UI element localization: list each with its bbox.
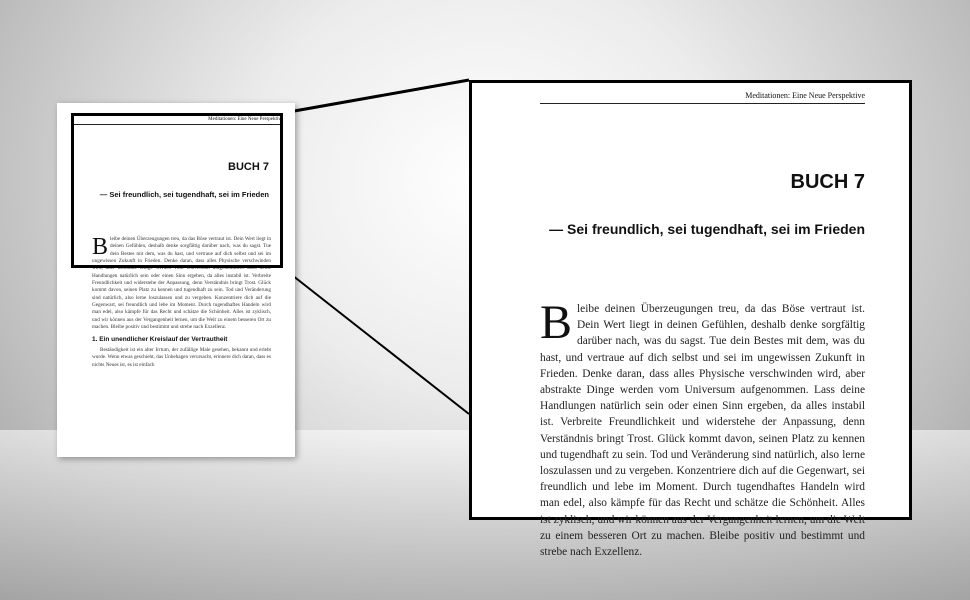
zoom-paragraph-1: leibe deinen Überzeugungen treu, da das Böse vertraut ist. Dein Wert liegt in deinen Gefühlen, deshalb denke sorgfältig darüber nach, was du sagst. Tue dein Bestes mit dem, was du hast, und vertraue auf dich selbst und sei im ungewissen Zukunft in Frieden. Denke daran, dass alles Physische verschwinden wird, aber abstrakte Dinge werden vom Universum aufgenommen. Lass deine Handlungen natürlich sein oder einen Sinn ergeben, da alles instabil ist. Verbreite Freundlichkeit und widerstehe der Anpassung, denn Verständnis bringt Trost. Glück kommt davon, seinen Platz zu kennen und tugendhaft zu sein. Tod und Veränderung sind natürlich, also lerne loszulassen und zu vergeben. Konzentriere dich auf die Gegenwart, sei freundlich und lebe im Moment. Durch tugendhaftes Handeln wird man edel, also kämpfe für das Recht und schätze die Schönheit. Alles ist zyklisch, und wir können aus der Vergangenheit lernen, um die Welt zu einem besseren Ort zu machen. Bleibe positiv und bestimmt und strebe nach Exzellenz. (540, 303, 865, 559)
zoom-chapter-title: BUCH 7 (790, 171, 865, 193)
connector-line-top (283, 80, 469, 113)
zoom-panel (469, 80, 912, 559)
running-header: Meditationen: Eine Neue Perspektive (73, 117, 283, 125)
zoom-drop-cap: B (540, 296, 573, 349)
highlight-box (71, 113, 283, 268)
zoom-chapter-subtitle: — Sei freundlich, sei tugendhaft, sei im Frieden (549, 221, 865, 237)
paragraph-1: leibe deinen Überzeugungen treu, da das Böse vertraut ist. Dein Wert liegt in deinen Gefühlen, deshalb denke sorgfältig darüber nach, was du sagst. Tue dein Bestes mit dem, was du hast, und vertraue auf dich selbst und sei im ungewissen Zukunft in Frieden. Denke daran, dass alles Physische verschwinden wird, aber abstrakte Dinge werden vom Universum aufgenommen. Lass deine Handlungen natürlich sein oder einen Sinn ergeben, da alles instabil ist. Verbreite Freundlichkeit und widerstehe der Anpassung, denn Verständnis bringt Trost. Glück kommt davon, seinen Platz zu kennen und tugendhaft zu sein. Tod und Veränderung sind natürlich, also lerne loszulassen und zu vergeben. Konzentriere dich auf die Gegenwart, sei freundlich und lebe im Moment. Durch tugendhaftes Handeln wird man edel, also kämpfe für das Recht und schätze die Schönheit. Alles ist zyklisch, und wir können aus der Vergangenheit lernen, um die Welt zu einem besseren Ort zu machen. Bleibe positiv und bestimmt und strebe nach Exzellenz. (92, 236, 271, 331)
chapter-subtitle: — Sei freundlich, sei tugendhaft, sei im Frieden (99, 190, 269, 199)
section-heading: 1. Ein unendlicher Kreislauf der Vertrautheit (92, 336, 228, 344)
zoom-running-header: Meditationen: Eine Neue Perspektive (540, 91, 865, 104)
connector-line-bottom (283, 268, 469, 414)
chapter-title: BUCH 7 (228, 161, 269, 173)
paragraph-2: Beständigkeit ist ein alter Irrtum, der zufällige Male gesehen, bekannt und erlebt wurde. Wenn etwas geschieht, das Unbehagen verursacht, erinnere dich daran, dass es nichts Neues ist, es ist einfach (92, 346, 271, 368)
drop-cap: B (92, 234, 109, 260)
zoom-body (540, 296, 865, 560)
